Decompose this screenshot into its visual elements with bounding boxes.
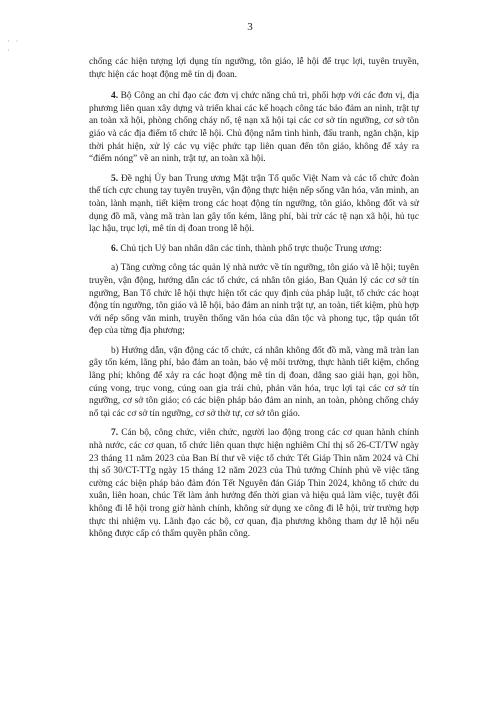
document-body: [89, 56, 419, 548]
page-number: 3: [247, 21, 253, 33]
paragraph-5: [89, 173, 419, 236]
paragraph-6a: [89, 262, 419, 338]
margin-mark: · · ·: [7, 37, 21, 55]
paragraph-text: chống các hiện tượng lợi dụng tín ngưỡng, tôn giáo, lễ hội để trục lợi, tuyên truyền, thực hiện các hoạt động mê tín dị đoan.: [89, 57, 419, 80]
paragraph-4: [89, 90, 419, 166]
paragraph-number: 5.: [111, 173, 119, 184]
paragraph-text: Chủ tịch Uỷ ban nhân dân các tỉnh, thành phố trực thuộc Trung ương:: [120, 243, 382, 254]
paragraph-6: [89, 243, 419, 256]
paragraph-number: 4.: [111, 91, 119, 102]
paragraph-number: 7.: [111, 428, 119, 439]
paragraph-7: [89, 427, 419, 540]
paragraph-text: a) Tăng cường công tác quản lý nhà nước về tín ngưỡng, tôn giáo và lễ hội; tuyên truyền, vận động, hướng dẫn các tổ chức, cá nhân tôn giáo, Ban Quản lý các cơ sở tín ngưỡng, Ban Tổ chức lễ hội thực hiện tốt các quy định của pháp luật, tổ chức các hoạt động tín ngưỡng, tôn giáo và lễ hội, bảo đảm an ninh trật tự, an toàn, tiết kiệm, phù hợp với nếp sống văn minh, truyền thống văn hóa của dân tộc và phong tục, tập quán tốt đẹp của từng địa phương;: [89, 263, 419, 337]
paragraph-text: b) Hướng dẫn, vận động các tổ chức, cá nhân không đốt đồ mã, vàng mã tràn lan gây tốn kém, lãng phí, bảo đảm an toàn, bảo vệ môi trường, thực hành tiết kiệm, chống lãng phí; không để xảy ra các hoạt động mê tín dị đoan, dâng sao giải hạn, gọi hồn, cúng vong, trục vong, cúng oan gia trái chủ, phản văn hóa, trục lợi tại các cơ sở tín ngưỡng, cơ sở tôn giáo; có các biện pháp bảo đảm an ninh, an toàn, phòng chống cháy nổ tại các cơ sở tín ngưỡng, cơ sở thờ tự, cơ sở tôn giáo.: [89, 345, 419, 419]
paragraph-6b: [89, 345, 419, 421]
paragraph-text: Đề nghị Ủy ban Trung ương Mặt trận Tổ quốc Việt Nam và các tổ chức đoàn thể tích cực chung tay tuyên truyền, vận động thực hiện nếp sống văn hóa, văn minh, an toàn, lành mạnh, tiết kiệm trong các hoạt động tín ngưỡng, tôn giáo, không đốt và sử dụng đồ mã, vàng mã tràn lan gây tốn kém, lãng phí, bài trừ các tệ nạn xã hội, hủ tục lạc hậu, trục lợi, mê tín dị đoan trong lễ hội.: [89, 173, 419, 235]
paragraph-continuation: [89, 56, 419, 81]
paragraph-number: 6.: [111, 243, 119, 254]
paragraph-text: Bộ Công an chỉ đạo các đơn vị chức năng chủ trì, phối hợp với các đơn vị, địa phương liên quan xây dựng và triển khai các kế hoạch công tác bảo đảm an ninh, trật tự an toàn xã hội, phòng chống cháy nổ, tệ nạn xã hội tại các cơ sở tín ngưỡng, cơ sở tôn giáo và các địa điểm tổ chức lễ hội. Chủ động nắm tình hình, đấu tranh, ngăn chặn, kịp thời phát hiện, xử lý các vụ việc phức tạp liên quan đến tôn giáo, không để xảy ra “điểm nóng” về an ninh, trật tự, an toàn xã hội.: [89, 91, 419, 165]
paragraph-text: Cán bộ, công chức, viên chức, người lao động trong các cơ quan hành chính nhà nước, các cơ quan, tổ chức liên quan thực hiện nghiêm Chỉ thị số 26-CT/TW ngày 23 tháng 11 năm 2023 của Ban Bí thư về việc tổ chức Tết Giáp Thìn năm 2024 và Chỉ thị số 30/CT-TTg ngày 15 tháng 12 năm 2023 của Thủ tướng Chính phủ về việc tăng cường các biện pháp bảo đảm đón Tết Nguyên đán Giáp Thìn 2024, không tổ chức du xuân, liên hoan, chúc Tết làm ảnh hưởng đến thời gian và hiệu quả làm việc, tuyệt đối không đi lễ hội trong giờ hành chính, không sử dụng xe công đi lễ hội, trừ trường hợp thực thi nhiệm vụ. Lãnh đạo các bộ, cơ quan, địa phương không tham dự lễ hội nếu không được cấp có thẩm quyền phân công.: [89, 428, 419, 540]
